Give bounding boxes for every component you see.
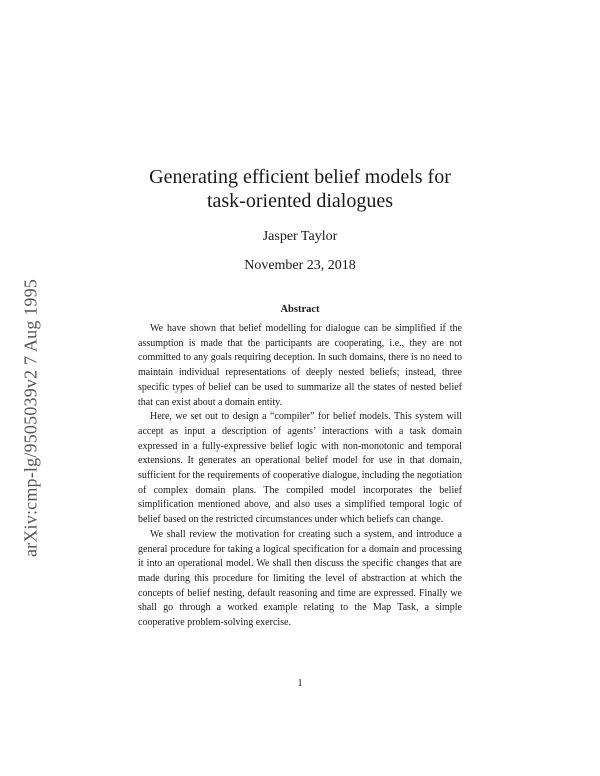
abstract-paragraph: We shall review the motivation for creating such a system, and introduce a general procedure for taking a logical specification for a domain and processing it into an operational model. We shall then discuss the specific changes that are made during this procedure for limiting the level of abstraction at which the concepts of belief nesting, default reasoning and time are expressed. Finally we shall go through a worked example relating to the Map Task, a simple cooperative problem-solving exercise. [138, 528, 462, 629]
paper-title: Generating efficient belief models for task-oriented dialogues [149, 166, 451, 212]
abstract-heading: Abstract [280, 304, 320, 315]
abstract-paragraph: We have shown that belief modelling for dialogue can be simplified if the assumption is made that the participants are cooperating, i.e., they are not committed to any goals requiring deception. In such domains, there is no need to maintain individual representations of deeply nested beliefs; instead, three specific types of belief can be used to summarize all the states of nested belief that can exist about a domain entity. [138, 323, 462, 408]
abstract-paragraph: Here, we set out to design a “compiler” for belief models. This system will accept as input a description of agents’ interactions with a task domain expressed in a fully-expressive belief logic with non-monotonic and temporal extensions. It generates an operational belief model for use in that domain, sufficient for the requirements of cooperative dialogue, including the negotiation of complex domain plans. The compiled model incorporates the belief simplification mentioned above, and also uses a simplified temporal logic of belief based on the restricted circumstances under which beliefs can change. [138, 411, 462, 526]
page-number: 1 [297, 678, 303, 689]
arxiv-identifier-stamp: arXiv:cmp-lg/9505039v2 7 Aug 1995 [20, 278, 41, 558]
author-name: Jasper Taylor [262, 229, 338, 244]
abstract-body [138, 322, 462, 631]
paper-date: November 23, 2018 [244, 258, 356, 273]
